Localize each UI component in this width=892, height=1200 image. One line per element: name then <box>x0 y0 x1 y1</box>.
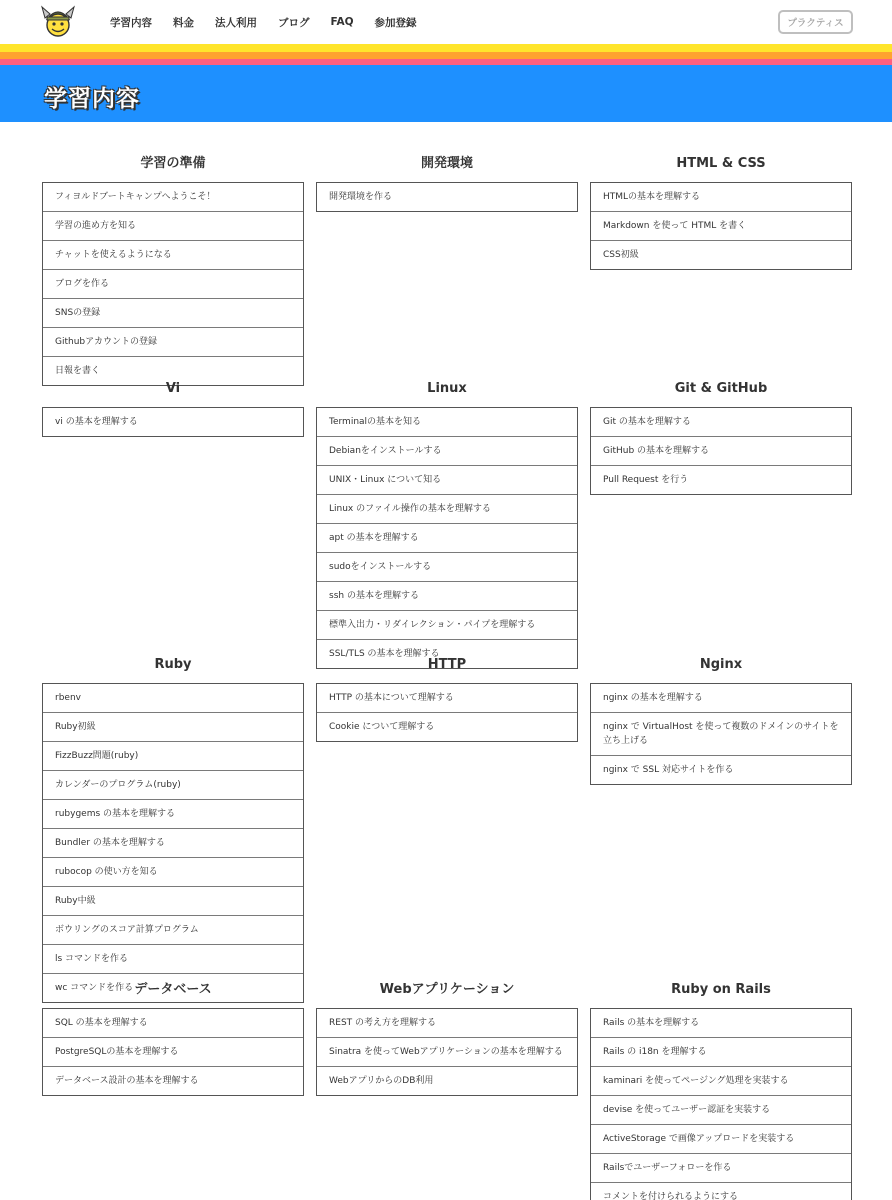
practice-item[interactable]: SQL の基本を理解する <box>55 1018 148 1028</box>
practice-item[interactable]: 開発環境を作る <box>329 192 393 202</box>
practice-item[interactable]: Cookie について理解する <box>317 712 577 741</box>
practice-item[interactable]: ActiveStorage で画像アップロードを実装する <box>591 1124 851 1153</box>
practice-item[interactable]: rbenv <box>55 693 81 703</box>
practice-item[interactable]: Terminalの基本を知る <box>329 417 422 427</box>
practice-item[interactable]: 標準入出力・リダイレクション・パイプを理解する <box>317 610 577 639</box>
site-header <box>0 0 892 44</box>
item-list <box>590 683 852 785</box>
practice-item[interactable]: Sinatra を使ってWebアプリケーションの基本を理解する <box>317 1037 577 1066</box>
hero-banner <box>0 65 892 122</box>
practice-item[interactable]: WebアプリからのDB利用 <box>317 1066 577 1095</box>
course-section <box>42 377 304 437</box>
practice-item[interactable]: Ruby初級 <box>43 712 303 741</box>
practice-item[interactable]: SNSの登録 <box>43 298 303 327</box>
practice-item[interactable]: nginx で SSL 対応サイトを作る <box>591 755 851 784</box>
practice-item[interactable]: rubocop の使い方を知る <box>43 857 303 886</box>
course-section <box>590 152 852 270</box>
practice-item[interactable]: FizzBuzz問題(ruby) <box>43 741 303 770</box>
item-list <box>590 182 852 270</box>
practice-item[interactable]: Markdown を使って HTML を書く <box>591 211 851 240</box>
practice-item[interactable]: フィヨルドブートキャンプへようこそ！ <box>55 192 216 202</box>
item-list <box>316 683 578 742</box>
practice-item[interactable]: CSS初級 <box>591 240 851 269</box>
course-section <box>42 152 304 386</box>
course-section <box>316 978 578 1096</box>
practice-item[interactable]: SSL/TLS の基本を理解する <box>317 639 577 668</box>
item-list <box>42 182 304 386</box>
item-list <box>316 407 578 669</box>
section-title: HTML & CSS <box>676 156 766 171</box>
item-list <box>42 407 304 437</box>
practice-item[interactable]: 学習の進め方を知る <box>43 211 303 240</box>
practice-item[interactable]: nginx で VirtualHost を使って複数のドメインのサイトを立ち上げる <box>591 712 851 755</box>
section-title: データベース <box>134 982 212 997</box>
practice-item[interactable]: HTMLの基本を理解する <box>603 192 701 202</box>
item-list <box>42 683 304 1003</box>
nav-link-faq[interactable]: FAQ <box>330 16 354 28</box>
practice-item[interactable]: HTTP の基本について理解する <box>329 693 454 703</box>
section-title: Webアプリケーション <box>379 982 515 997</box>
practice-item[interactable]: Linux のファイル操作の基本を理解する <box>317 494 577 523</box>
practice-item[interactable]: ブログを作る <box>43 269 303 298</box>
section-title: HTTP <box>427 657 467 672</box>
practice-item[interactable]: Bundler の基本を理解する <box>43 828 303 857</box>
practice-item[interactable]: データベース設計の基本を理解する <box>43 1066 303 1095</box>
course-section <box>316 377 578 669</box>
item-list <box>42 1008 304 1096</box>
section-title: Nginx <box>699 657 743 672</box>
practice-item[interactable]: 日報を書く <box>43 356 303 385</box>
practice-item[interactable]: UNIX・Linux について知る <box>317 465 577 494</box>
practice-item[interactable]: GitHub の基本を理解する <box>591 436 851 465</box>
practice-item[interactable]: Debianをインストールする <box>317 436 577 465</box>
section-title: Git & GitHub <box>674 381 768 396</box>
nav-link-signup[interactable]: 参加登録 <box>374 16 417 29</box>
decorative-stripe-yellow <box>0 44 892 52</box>
section-title: 開発環境 <box>420 156 473 171</box>
course-section <box>590 653 852 785</box>
practice-item[interactable]: Rails の i18n を理解する <box>591 1037 851 1066</box>
practice-item[interactable]: REST の考え方を理解する <box>329 1018 437 1028</box>
practice-item[interactable]: kaminari を使ってページング処理を実装する <box>591 1066 851 1095</box>
practice-item[interactable]: wc コマンドを作る <box>43 973 303 1002</box>
page-title: 学習内容 <box>44 86 140 112</box>
practice-item[interactable]: Pull Request を行う <box>591 465 851 494</box>
practice-item[interactable]: ls コマンドを作る <box>43 944 303 973</box>
section-title: Vi <box>165 381 181 396</box>
main-nav <box>110 0 438 44</box>
nav-link-blog[interactable]: ブログ <box>278 16 310 29</box>
practice-item[interactable]: PostgreSQLの基本を理解する <box>43 1037 303 1066</box>
practice-item[interactable]: Ruby中級 <box>43 886 303 915</box>
decorative-stripe-orange <box>0 52 892 59</box>
course-section <box>590 978 852 1200</box>
practice-item[interactable]: Rails の基本を理解する <box>603 1018 700 1028</box>
practice-item[interactable]: apt の基本を理解する <box>317 523 577 552</box>
practice-item[interactable]: sudoをインストールする <box>317 552 577 581</box>
practice-item[interactable]: チャットを使えるようになる <box>43 240 303 269</box>
nav-link-corporate[interactable]: 法人利用 <box>215 16 257 29</box>
nav-link-pricing[interactable]: 料金 <box>173 16 194 29</box>
practice-item[interactable]: rubygems の基本を理解する <box>43 799 303 828</box>
practice-item[interactable]: コメントを付けられるようにする <box>591 1182 851 1200</box>
practice-button[interactable]: プラクティス <box>778 10 853 34</box>
section-title: Linux <box>427 381 467 396</box>
practice-item[interactable]: vi の基本を理解する <box>55 417 138 427</box>
section-title: Ruby on Rails <box>671 982 771 997</box>
course-section <box>316 653 578 742</box>
item-list <box>590 407 852 495</box>
viking-logo-icon[interactable] <box>41 4 75 38</box>
item-list <box>590 1008 852 1200</box>
practice-item[interactable]: Githubアカウントの登録 <box>43 327 303 356</box>
course-section <box>42 978 304 1096</box>
practice-item[interactable]: ボウリングのスコア計算プログラム <box>43 915 303 944</box>
practice-item[interactable]: カレンダーのプログラム(ruby) <box>43 770 303 799</box>
course-section <box>316 152 578 212</box>
item-list <box>316 182 578 212</box>
nav-link-curriculum[interactable]: 学習内容 <box>110 16 152 29</box>
course-section <box>42 653 304 1003</box>
practice-item[interactable]: devise を使ってユーザー認証を実装する <box>591 1095 851 1124</box>
item-list <box>316 1008 578 1096</box>
practice-item[interactable]: ssh の基本を理解する <box>317 581 577 610</box>
section-title: Ruby <box>154 657 192 672</box>
course-section <box>590 377 852 495</box>
practice-item[interactable]: Git の基本を理解する <box>603 417 691 427</box>
practice-item[interactable]: Railsでユーザーフォローを作る <box>591 1153 851 1182</box>
section-title: 学習の準備 <box>140 156 206 171</box>
practice-item[interactable]: nginx の基本を理解する <box>603 693 703 703</box>
